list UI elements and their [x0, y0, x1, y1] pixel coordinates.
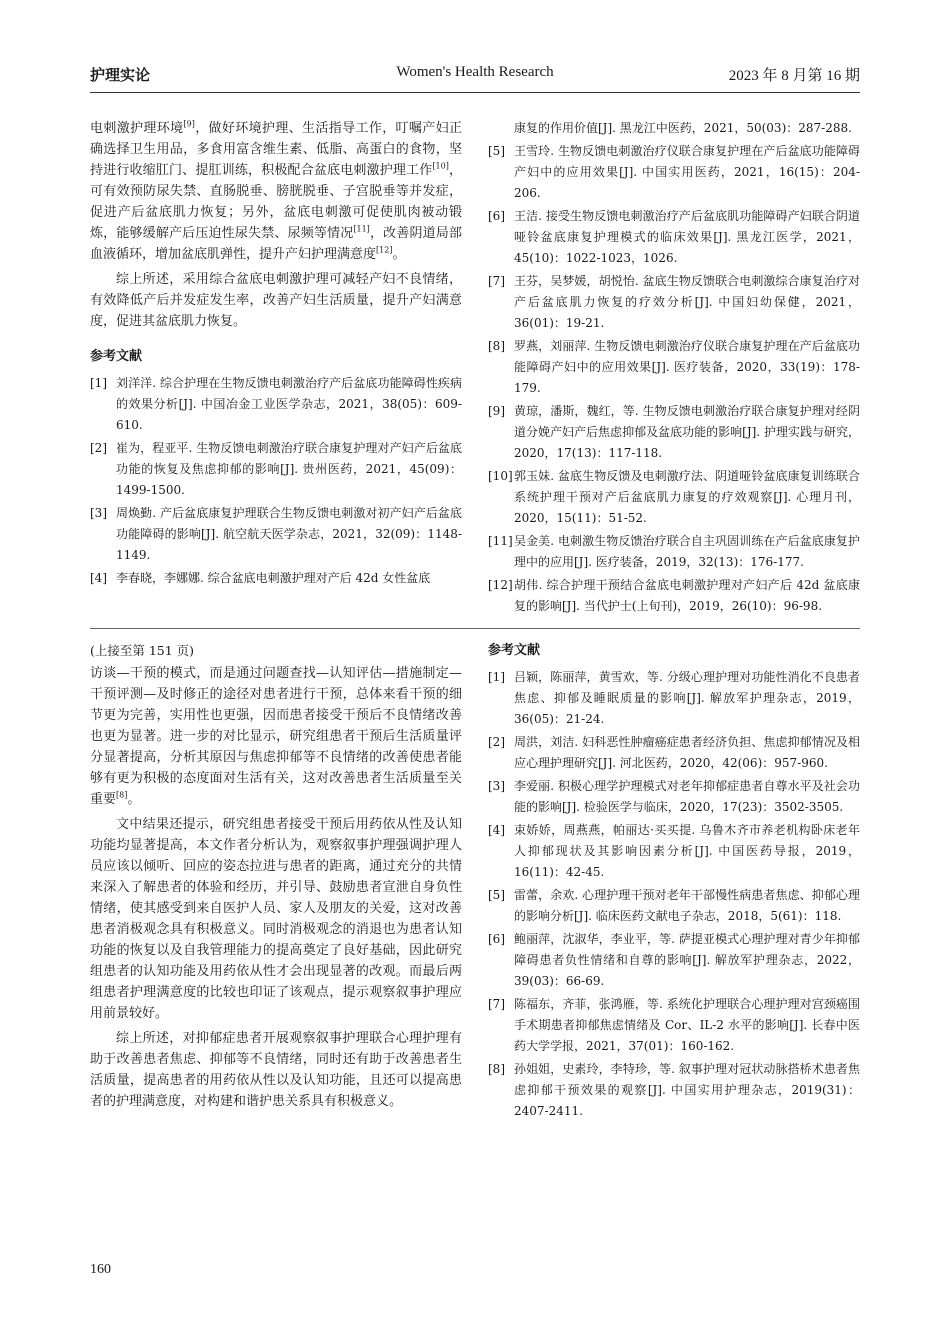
- bottom-left-column: [90, 640, 462, 1116]
- reference-item: [2] 崔为，程亚平. 生物反馈电刺激治疗联合康复护理对产妇产后盆底功能的恢复及焦虑抑郁的影响[J]. 贵州医药，2021，45(09)：1499-1500.: [90, 441, 462, 497]
- reference-item: [7] 陈福东，齐菲，张鸿雁，等. 系统化护理联合心理护理对宫颈癌围手术期患者抑郁焦虑情绪及 Cor、IL-2 水平的影响[J]. 长春中医药大学学报，2021，37(01)：160-162.: [488, 997, 860, 1053]
- continued-note: (上接至第 151 页): [90, 643, 195, 658]
- reference-item: [3] 周焕勤. 产后盆底康复护理联合生物反馈电刺激对初产妇产后盆底功能障碍的影响[J]. 航空航天医学杂志，2021，32(09)：1148-1149.: [90, 506, 462, 562]
- reference-item: [1] 吕颖，陈丽萍，黄雪欢，等. 分级心理护理对功能性消化不良患者焦虑、抑郁及睡眠质量的影响[J]. 解放军护理杂志，2019，36(05)：21-24.: [488, 670, 860, 726]
- reference-item: [5] 王雪玲. 生物反馈电刺激治疗仪联合康复护理在产后盆底功能障碍产妇中的应用效果[J]. 中国实用医药，2021，16(15)：204-206.: [488, 144, 860, 200]
- body-paragraph: 电刺激护理环境[9]，做好环境护理、生活指导工作，叮嘱产妇正确选择卫生用品，多食用富含维生素、低脂、高蛋白的食物，坚持进行收缩肛门、提肛训练，积极配合盆底电刺激护理工作[10]，可有效预防尿失禁、直肠脱垂、膀胱脱垂、子宫脱垂等并发症，促进产后盆底肌力恢复；另外，盆底电刺激可促使肌肉被动锻炼，能够缓解产后压迫性尿失禁、尿频等情况[11]，改善阴道局部血液循环，增加盆底肌弹性，提升产妇护理满意度[12]。: [90, 119, 462, 262]
- body-paragraph: 访谈—干预的模式，而是通过问题查找—认知评估—措施制定—干预评测—及时修正的途径对患者进行干预，总体来看干预的细节更为完善，实用性也更强，因而患者接受干预后不良情绪改善也更为显著。进一步的对比显示，研究组患者干预后生活质量评分显著提高，分析其原因与焦虑抑郁等不良情绪的改善使患者能够有更为积极的态度面对生活有关，这对改善患者生活质量至关重要[8]。: [90, 666, 462, 807]
- reference-item: [12] 胡伟. 综合护理干预结合盆底电刺激护理对产妇产后 42d 盆底康复的影响[J]. 当代护士(上旬刊)，2019，26(10)：96-98.: [488, 578, 860, 613]
- reference-item: [5] 雷蕾，余欢. 心理护理干预对老年干部慢性病患者焦虑、抑郁心理的影响分析[J]. 临床医药文献电子杂志，2018，5(61)：118.: [488, 888, 860, 923]
- bottom-right-column: [488, 640, 860, 1124]
- reference-item: [6] 王洁. 接受生物反馈电刺激治疗产后盆底肌功能障碍产妇联合阴道哑铃盆底康复护理模式的临床效果[J]. 黑龙江医学，2021，45(10)：1022-1023，1026.: [488, 209, 860, 265]
- conclusion-paragraph: 综上所述，对抑郁症患者开展观察叙事护理联合心理护理有助于改善患者焦虑、抑郁等不良情绪，同时还有助于改善患者生活质量，提高患者的用药依从性以及认知功能，且还可以提高患者的护理满意度，对构建和谐护患关系具有积极意义。: [90, 1031, 462, 1109]
- reference-item: [6] 鲍丽萍，沈淑华，李业平，等. 萨提亚模式心理护理对青少年抑郁障碍患者负性情绪和自尊的影响[J]. 解放军护理杂志，2022，39(03)：66-69.: [488, 932, 860, 988]
- reference-item: [11] 吴金美. 电刺激生物反馈治疗联合自主巩固训练在产后盆底康复护理中的应用[J]. 医疗装备，2019，32(13)：176-177.: [488, 534, 860, 569]
- journal-name: 护理实论: [90, 66, 151, 84]
- reference-item: [10] 郭玉妹. 盆底生物反馈及电刺激疗法、阴道哑铃盆底康复训练联合系统护理干预对产后盆底肌力康复的疗效观察[J]. 心理月刊，2020，15(11)：51-52.: [488, 469, 860, 525]
- running-header: [90, 62, 860, 93]
- top-right-column: [488, 118, 860, 619]
- reference-item: 康复的作用价值[J]. 黑龙江中医药，2021，50(03)：287-288.: [514, 121, 852, 135]
- conclusion-paragraph: 综上所述，采用综合盆底电刺激护理可减轻产妇不良情绪，有效降低产后并发症发生率，改善产妇生活质量，提升产妇满意度，促进其盆底肌力恢复。: [90, 272, 462, 329]
- reference-item: [4] 束娇娇，周燕燕，帕丽达·买买提. 乌鲁木齐市养老机构卧床老年人抑郁现状及其影响因素分析[J]. 中国医药导报，2019，16(11)：42-45.: [488, 823, 860, 879]
- reference-item: [8] 孙姐姐，史素玲，李特珍，等. 叙事护理对冠状动脉搭桥术患者焦虑抑郁干预效果的观察[J]. 中国实用护理杂志，2019(31)：2407-2411.: [488, 1062, 860, 1118]
- article-divider: [90, 628, 860, 629]
- reference-item: [2] 周洪，刘洁. 妇科恶性肿瘤癌症患者经济负担、焦虑抑郁情况及相应心理护理研究[J]. 河北医药，2020，42(06)：957-960.: [488, 735, 860, 770]
- reference-item: [3] 李爱丽. 积极心理学护理模式对老年抑郁症患者自尊水平及社会功能的影响[J]. 检验医学与临床，2020，17(23)：3502-3505.: [488, 779, 860, 814]
- page-number: 160: [90, 1262, 111, 1277]
- top-left-column: [90, 118, 462, 591]
- body-paragraph: 文中结果还提示，研究组患者接受干预后用药依从性及认知功能均显著提高，本文作者分析认为，观察叙事护理强调护理人员应该以倾听、回应的姿态拉进与患者的距离，通过充分的共情来深入了解患者的体验和经历，并引导、鼓励患者宣泄自身负性情绪，使其感受到来自医护人员、家人及朋友的关爱，这对改善患者消极观念具有积极意义。同时消极观念的消退也为患者认知功能的恢复以及自我管理能力的提高奠定了良好基础，因此研究组患者的认知功能及用药依从性才会出现显著的改观。而最后两组患者护理满意度的比较也印证了该观点，提示观察叙事护理应用前景较好。: [90, 817, 462, 1021]
- reference-item: [8] 罗燕，刘丽萍. 生物反馈电刺激治疗仪联合康复护理在产后盆底功能障碍产妇中的应用效果[J]. 医疗装备，2020，33(19)：178-179.: [488, 339, 860, 395]
- references-heading: 参考文献: [488, 643, 541, 658]
- journal-english-title: Women's Health Research: [396, 64, 554, 80]
- reference-list: [488, 667, 860, 1122]
- reference-list: [488, 118, 860, 617]
- reference-item: [4] 李春晓，李娜娜. 综合盆底电刺激护理对产后 42d 女性盆底: [90, 571, 431, 585]
- reference-list: [90, 373, 462, 589]
- reference-item: [1] 刘洋洋. 综合护理在生物反馈电刺激治疗产后盆底功能障碍性疾病的效果分析[J]. 中国冶金工业医学杂志，2021，38(05)：609-610.: [90, 376, 462, 432]
- issue-date: 2023 年 8 月第 16 期: [728, 68, 860, 84]
- reference-item: [9] 黄琼，潘斯，魏红，等. 生物反馈电刺激治疗联合康复护理对经阴道分娩产妇产后焦虑抑郁及盆底功能的影响[J]. 护理实践与研究，2020，17(13)：117-118.: [488, 404, 860, 460]
- references-heading: 参考文献: [90, 349, 143, 364]
- reference-item: [7] 王芬，吴梦媛，胡悦怡. 盆底生物反馈联合电刺激综合康复治疗对产后盆底肌力恢复的疗效分析[J]. 中国妇幼保健，2021，36(01)：19-21.: [488, 274, 860, 330]
